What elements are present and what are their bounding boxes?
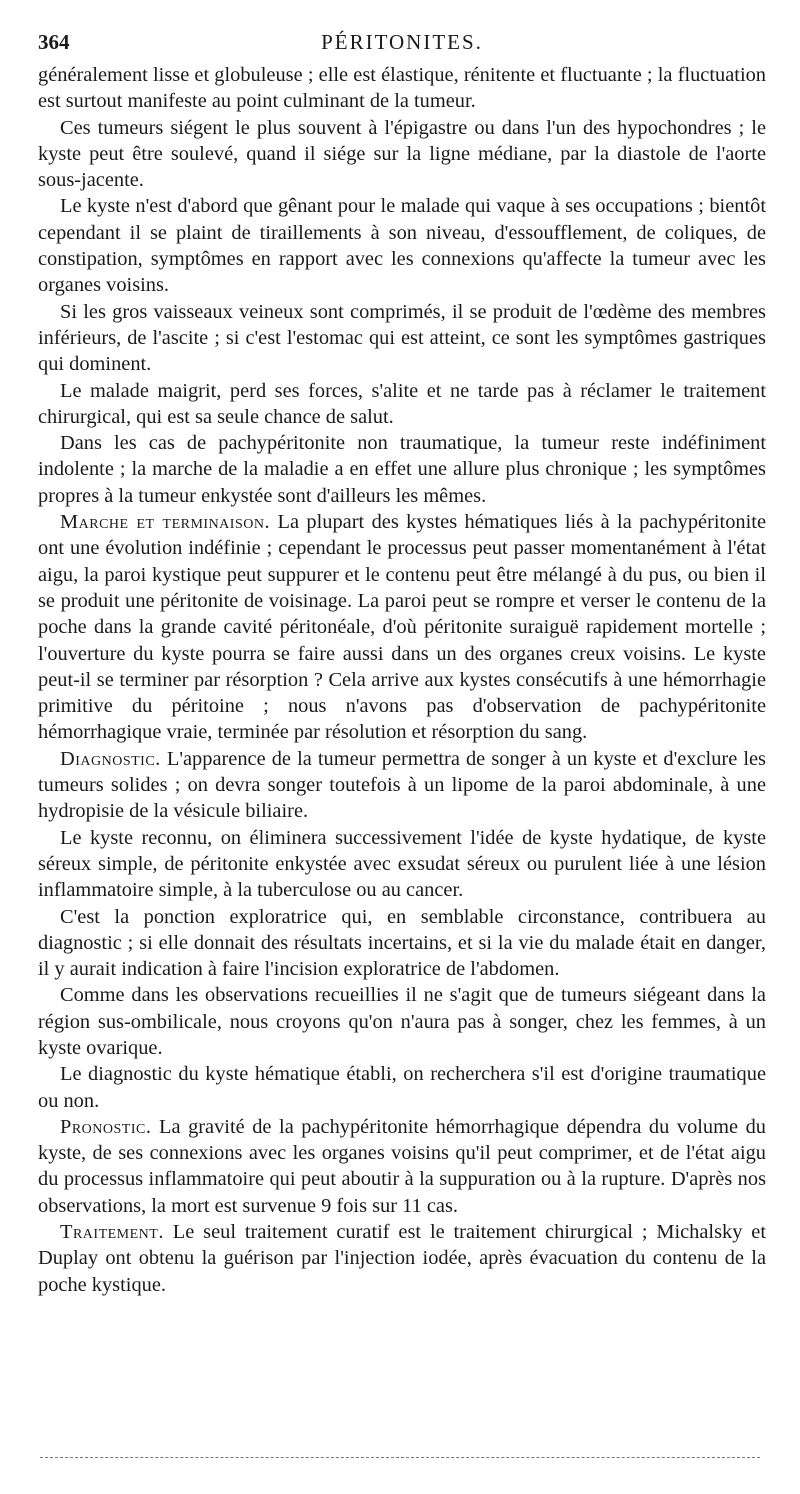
- paragraph-text: L'apparence de la tumeur permettra de songer à un kyste et d'exclure les tumeurs solides ; on devra songer toutefois à un lipome de la paroi abdominale, à une hydropisie de la vésicule biliaire.: [38, 747, 766, 823]
- paragraph-text: Ces tumeurs siégent le plus souvent à l'épigastre ou dans l'un des hypochondres ; le kyste peut être soulevé, quand il siége sur la ligne médiane, par la diastole de l'aorte sous-jacente.: [38, 116, 766, 192]
- running-title: PÉRITONITES.: [321, 30, 483, 54]
- book-page: [38, 22, 766, 1298]
- paragraph: [38, 430, 766, 509]
- paragraph-text: Comme dans les observations recueillies il ne s'agit que de tumeurs siégeant dans la région sus-ombilicale, nous croyons qu'on n'aura pas à songer, chez les femmes, à un kyste ovarique.: [38, 984, 766, 1059]
- section-heading: Traitement.: [60, 1221, 164, 1244]
- paragraph: [38, 1219, 766, 1298]
- paragraph-text: Dans les cas de pachypéritonite non traumatique, la tumeur reste indéfiniment indolente ; la marche de la maladie a en effet une allure plus chronique ; les symptômes propres à la tumeur enkystée sont d'ailleurs les mêmes.: [38, 432, 766, 507]
- paragraph: [38, 299, 766, 378]
- paragraph-text: Le diagnostic du kyste hématique établi, on recherchera s'il est d'origine traumatique ou non.: [38, 1063, 766, 1112]
- paragraph: [38, 1114, 766, 1219]
- paragraph: [38, 904, 766, 983]
- paragraph: [38, 509, 766, 746]
- paragraph: [38, 825, 766, 904]
- body-text: [38, 62, 766, 1298]
- paragraph: [38, 746, 766, 825]
- page-number: 364: [38, 30, 70, 54]
- paragraph-text: C'est la ponction exploratrice qui, en semblable circonstance, contribuera au diagnostic ; si elle donnait des résultats incertains, et si la vie du malade était en danger, il y aurait indication à faire l'incision exploratrice de l'abdomen.: [38, 905, 766, 981]
- paragraph-text: Si les gros vaisseaux veineux sont comprimés, il se produit de l'œdème des membres inférieurs, de l'ascite ; si c'est l'estomac qui est atteint, ce sont les symptômes gastriques qui dominent.: [38, 300, 766, 376]
- paragraph: [38, 62, 766, 115]
- section-heading: Marche et terminaison.: [60, 511, 271, 534]
- paragraph-text: La plupart des kystes hématiques liés à la pachypéritonite ont une évolution indéfinie ; cependant le processus peut passer momentanément à l'état aigu, la paroi kystique peut suppurer et le contenu peut être mélangé à du pus, ou bien il se produit une péritonite de voisinage. La paroi peut se rompre et verser le contenu de la poche dans la grande cavité péritonéale, d'où péritonite suraiguë rapidement mortelle ; l'ouverture du kyste pourra se faire aussi dans un des organes creux voisins. Le kyste peut-il se terminer par résorption ? Cela arrive aux kystes consécutifs à une hémorrhagie primitive du péritoine ; nous n'avons pas d'observation de pachypéritonite hémorrhagique vraie, terminée par résolution et résorption du sang.: [38, 511, 766, 744]
- section-heading: Pronostic.: [60, 1115, 152, 1138]
- paragraph: [38, 378, 766, 431]
- paragraph-text: Le kyste reconnu, on éliminera successivement l'idée de kyste hydatique, de kyste séreux simple, de péritonite enkystée avec exsudat séreux ou purulent liée à une lésion inflammatoire simple, à la tuberculose ou au cancer.: [38, 826, 766, 902]
- page-header: [38, 22, 766, 62]
- paragraph-text: Le malade maigrit, perd ses forces, s'alite et ne tarde pas à réclamer le traitement chirurgical, qui est sa seule chance de salut.: [38, 379, 766, 428]
- paragraph: [38, 193, 766, 298]
- paragraph-text: Le kyste n'est d'abord que gênant pour le malade qui vaque à ses occupations ; bientôt cependant il se plaint de tiraillements à son niveau, d'essoufflement, de coliques, de constipation, symptômes en rapport avec les connexions qu'affecte la tumeur avec les organes voisins.: [38, 195, 766, 297]
- footer-divider: [40, 1457, 760, 1458]
- paragraph-text: Le seul traitement curatif est le traitement chirurgical ; Michalsky et Duplay ont obtenu la guérison par l'injection iodée, après évacuation du contenu de la poche kystique.: [38, 1221, 766, 1296]
- paragraph: [38, 1061, 766, 1114]
- paragraph: [38, 115, 766, 194]
- section-heading: Diagnostic.: [60, 747, 161, 770]
- paragraph: [38, 982, 766, 1061]
- paragraph-text: généralement lisse et globuleuse ; elle est élastique, rénitente et fluctuante ; la fluctuation est surtout manifeste au point culminant de la tumeur.: [38, 64, 766, 113]
- paragraph-text: La gravité de la pachypéritonite hémorrhagique dépendra du volume du kyste, de ses connexions avec les organes voisins qu'il peut comprimer, et de l'état aigu du processus inflammatoire qui peut aboutir à la suppuration ou à la rupture. D'après nos observations, la mort est survenue 9 fois sur 11 cas.: [38, 1115, 766, 1217]
